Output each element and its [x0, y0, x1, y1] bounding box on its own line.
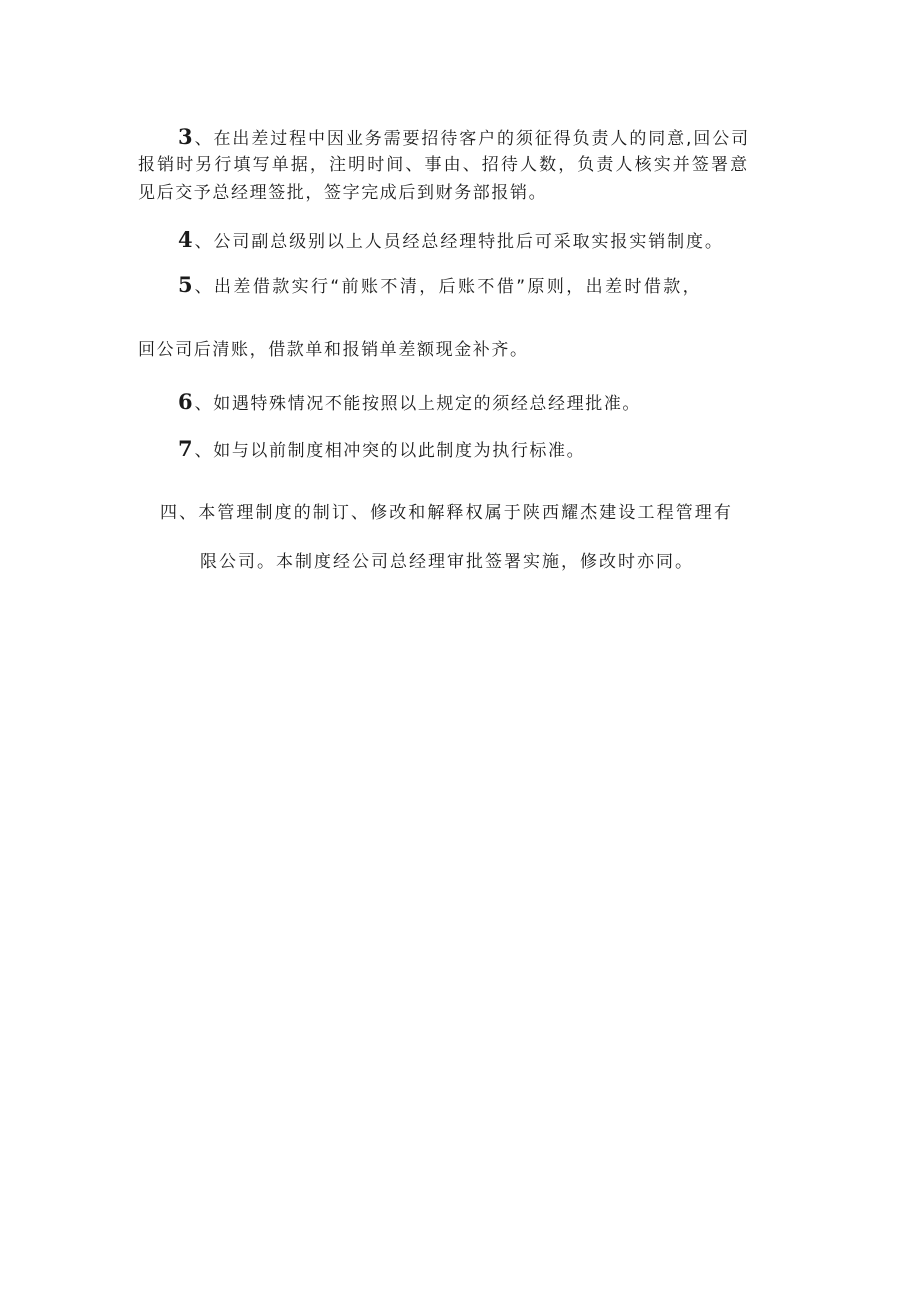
item-7-number: 7	[178, 436, 193, 461]
item-4-line	[178, 227, 724, 255]
section-4-line-2: 限公司。本制度经公司总经理审批签署实施，修改时亦同。	[200, 552, 694, 572]
item-6-number: 6	[178, 389, 193, 414]
item-6-text: 、如遇特殊情况不能按照以上规定的须经总经理批准。	[194, 394, 642, 414]
item-3-line-3: 见后交予总经理签批，签字完成后到财务部报销。	[138, 183, 548, 203]
item-5-number: 5	[178, 272, 193, 297]
item-7-line	[178, 436, 585, 464]
item-5-line-2: 回公司后清账，借款单和报销单差额现金补齐。	[138, 340, 529, 360]
item-3-number: 3	[178, 124, 193, 149]
item-3-line-2: 报销时另行填写单据，注明时间、事由、招待人数，负责人核实并签署意	[138, 155, 750, 175]
item-5-line-1	[178, 272, 702, 300]
item-3-text: 、在出差过程中因业务需要招待客户的须征得负责人的同意,回公司	[194, 129, 751, 149]
item-4-number: 4	[178, 227, 193, 252]
item-4-text: 、公司副总级别以上人员经总经理特批后可采取实报实销制度。	[194, 232, 724, 252]
item-6-line	[178, 389, 641, 417]
item-3-line-1	[178, 124, 750, 152]
section-4-line-1: 四、本管理制度的制订、修改和解释权属于陕西耀杰建设工程管理有	[160, 503, 733, 523]
item-7-text: 、如与以前制度相冲突的以此制度为执行标准。	[194, 441, 586, 461]
item-5-text: 、出差借款实行“前账不清，后账不借”原则，出差时借款，	[194, 277, 703, 297]
